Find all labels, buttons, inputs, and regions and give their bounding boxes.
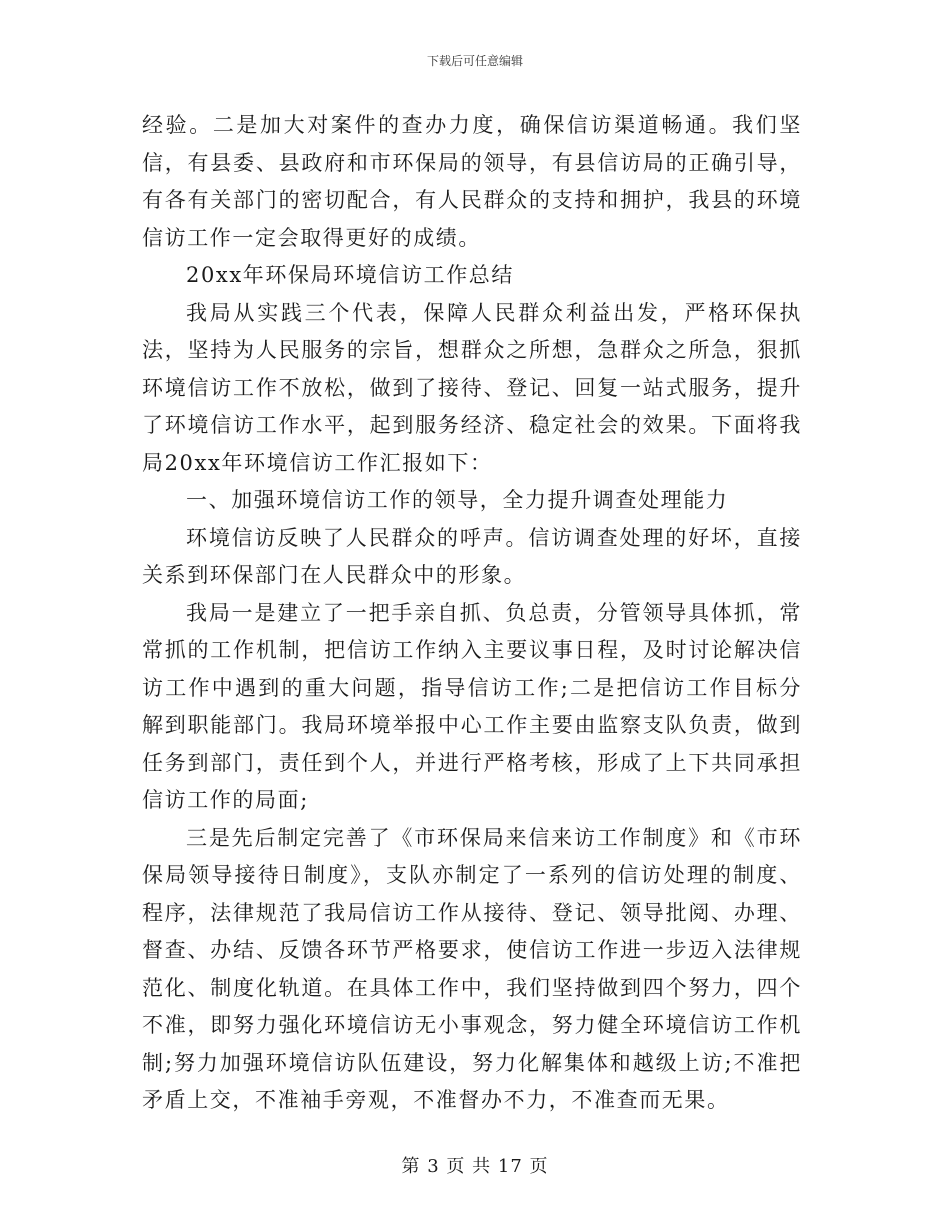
footer-prefix: 第	[401, 1156, 421, 1177]
section-title: 20xx年环保局环境信访工作总结	[186, 263, 515, 287]
paragraph: 我局一是建立了一把手亲自抓、负总责，分管领导具体抓，常常抓的工作机制，把信访工作纳入主要议事日程，及时讨论解决信访工作中遇到的重大问题，指导信访工作;二是把信访工作目标分解到职能部门。我局环境举报中心工作主要由监察支队负责，做到任务到部门，责任到个人，并进行严格考核，形成了上下共同承担信访工作的局面;	[142, 600, 802, 812]
paragraph: 环境信访反映了人民群众的呼声。信访调查处理的好坏，直接关系到环保部门在人民群众中的形象。	[142, 525, 802, 587]
paragraph: 我局从实践三个代表，保障人民群众利益出发，严格环保执法，坚持为人民服务的宗旨，想群众之所想，急群众之所急，狠抓环境信访工作不放松，做到了接待、登记、回复一站式服务，提升了环境信访工作水平，起到服务经济、稳定社会的效果。下面将我局20xx年环境信访工作汇报如下：	[142, 300, 802, 475]
section-heading: 一、加强环境信访工作的领导，全力提升调查处理能力	[186, 488, 729, 512]
paragraph: 三是先后制定完善了《市环保局来信来访工作制度》和《市环保局领导接待日制度》，支队亦制定了一系列的信访处理的制度、程序，法律规范了我局信访工作从接待、登记、领导批阅、办理、督查、办结、反馈各环节严格要求，使信访工作进一步迈入法律规范化、制度化轨道。在具体工作中，我们坚持做到四个努力，四个不准，即努力强化环境信访无小事观念，努力健全环境信访工作机制;努力加强环境信访队伍建设，努力化解集体和越级上访;不准把矛盾上交，不准袖手旁观，不准督办不力，不准查而无果。	[142, 825, 802, 1112]
page-header	[0, 52, 950, 69]
header-text: 下载后可任意编辑	[426, 54, 523, 68]
document-body	[142, 107, 802, 1120]
footer-suffix: 页	[529, 1156, 549, 1177]
total-pages-number: 17	[497, 1156, 523, 1177]
footer-middle: 页 共	[446, 1156, 492, 1177]
current-page-number: 3	[427, 1156, 440, 1177]
page-footer	[0, 1152, 950, 1178]
paragraph: 经验。二是加大对案件的查办力度，确保信访渠道畅通。我们坚信，有县委、县政府和市环保局的领导，有县信访局的正确引导，有各有关部门的密切配合，有人民群众的支持和拥护，我县的环境信访工作一定会取得更好的成绩。	[142, 113, 802, 250]
